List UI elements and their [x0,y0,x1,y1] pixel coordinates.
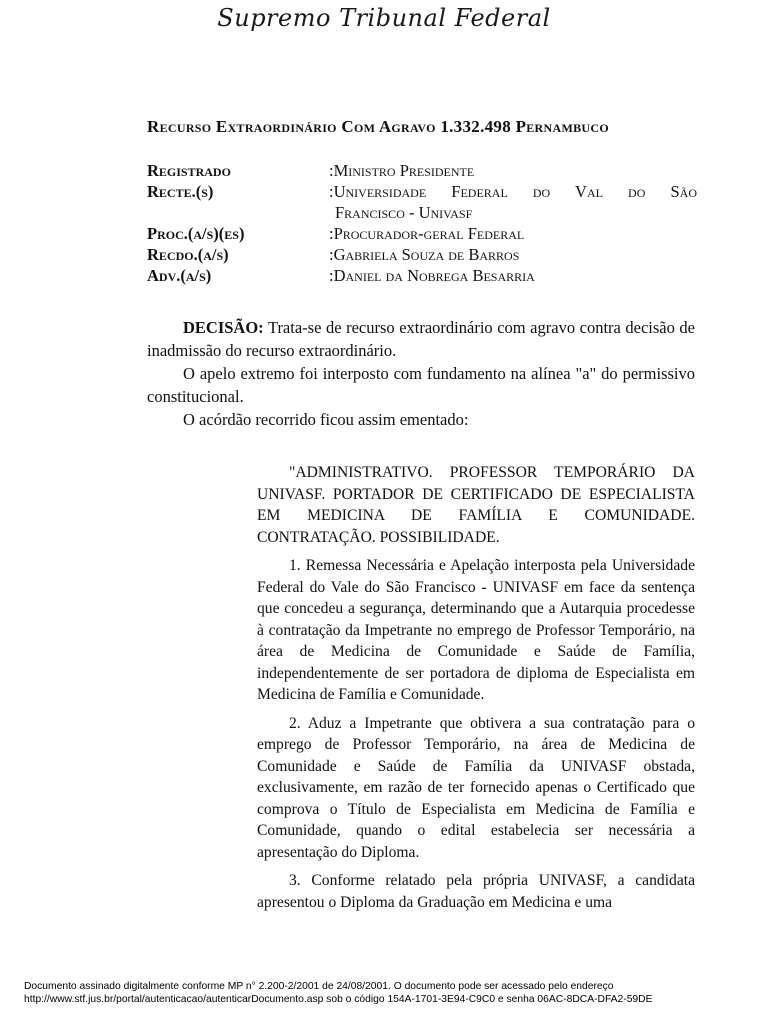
party-value: :Ministro Presidente [329,161,475,180]
footer-line-1: Documento assinado digitalmente conforme MP n° 2.200-2/2001 de 24/08/2001. O documento pode ser acessado pelo endereço [24,981,614,992]
party-row-registrado [147,160,697,181]
party-value: :Universidade Federal do Val do São [329,182,697,201]
party-row-recte [147,181,697,223]
party-value: :Procurador-geral Federal [329,224,525,243]
court-header: Supremo Tribunal Federal [217,4,551,32]
parties-block [147,160,697,286]
party-value-continuation: Francisco - Univasf [335,203,473,222]
party-role: Proc.(a/s)(es) [147,224,245,243]
party-role: Adv.(a/s) [147,266,212,285]
party-value: :Gabriela Souza de Barros [329,245,520,264]
party-row-proc [147,223,697,244]
decision-paragraph [147,316,695,362]
party-role: Recdo.(a/s) [147,245,229,264]
decision-label: DECISÃO: [183,318,264,337]
decision-section [147,316,695,431]
footer-line-2[interactable]: http://www.stf.jus.br/portal/autenticacao/autenticarDocumento.asp sob o código 154A-1701-3E94-C9C0 e senha 06AC-8DCA-DFA2-59DE [24,994,653,1005]
ementa-item-3: 3. Conforme relatado pela própria UNIVASF, a candidata apresentou o Diploma da Graduação em Medicina e uma [257,872,695,911]
ementa-heading: "ADMINISTRATIVO. PROFESSOR TEMPORÁRIO DA UNIVASF. PORTADOR DE CERTIFICADO DE ESPECIALISTA EM MEDICINA DE FAMÍLIA E COMUNIDADE. CONTRATAÇÃO. POSSIBILIDADE. [257,464,695,546]
ementa-quote [257,462,695,920]
decision-text: Trata-se de recurso extraordinário com agravo contra decisão de inadmissão do recurso extraordinário. [147,318,695,360]
ementa-item-1: 1. Remessa Necessária e Apelação interposta pela Universidade Federal do Vale do São Francisco - UNIVASF em face da sentença que concedeu a segurança, determinando que a Autarquia procedesse à contratação da Impetrante no emprego de Professor Temporário, na área de Medicina de Comunidade e Saúde de Família, independentemente de ser portadora de diploma de Especialista em Medicina de Família e Comunidade. [257,557,695,703]
party-role: Registrado [147,161,231,180]
decision-paragraph: O acórdão recorrido ficou assim ementado: [183,410,469,429]
decision-paragraph: O apelo extremo foi interposto com fundamento na alínea "a" do permissivo constitucional. [147,364,695,406]
party-value: :Daniel da Nobrega Besarria [329,266,535,285]
party-role: Recte.(s) [147,182,214,201]
signature-footer [24,980,754,1006]
case-title: Recurso Extraordinário Com Agravo 1.332.498 Pernambuco [147,117,609,136]
party-row-recdo [147,244,697,265]
ementa-item-2: 2. Aduz a Impetrante que obtivera a sua contratação para o emprego de Professor Temporário, na área de Medicina de Comunidade e Saúde de Família da UNIVASF obstada, exclusivamente, em razão de ter fornecido apenas o Certificado que comprova o Título de Especialista em Medicina de Família e Comunidade, quando o edital estabelecia ser necessária a apresentação do Diploma. [257,714,695,861]
party-row-adv [147,265,697,286]
